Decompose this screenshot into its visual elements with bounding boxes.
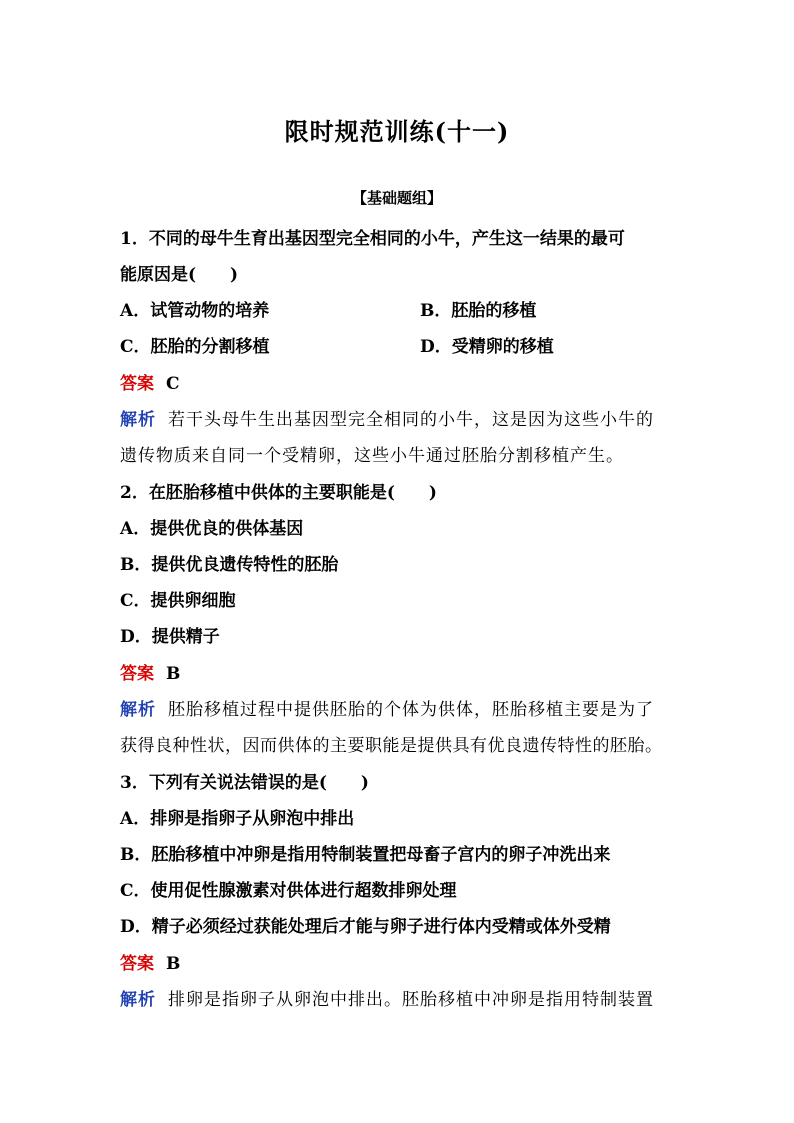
q3-option-b: B．胚胎移植中冲卵是指用特制装置把母畜子宫内的卵子冲洗出来 <box>120 845 611 865</box>
q1-option-b: B．胚胎的移植 <box>420 301 537 321</box>
q2-analysis-line1 <box>120 698 680 722</box>
q2-option-b: B．提供优良遗传特性的胚胎 <box>120 555 339 575</box>
q1-analysis-line1 <box>120 408 680 432</box>
q2-analysis-line2: 获得良种性状，因而供体的主要职能是提供具有优良遗传特性的胚胎。 <box>120 736 663 756</box>
q2-answer-value: B <box>166 664 181 684</box>
q3-stem: 3．下列有关说法错误的是( ) <box>120 773 369 793</box>
q3-option-a: A．排卵是指卵子从卵泡中排出 <box>120 809 355 829</box>
q3-option-c: C．使用促性腺激素对供体进行超数排卵处理 <box>120 881 457 901</box>
q3-analysis-text1: 排卵是指卵子从卵泡中排出。胚胎移植中冲卵是指用特制装置 <box>168 990 654 1010</box>
q2-option-a: A．提供优良的供体基因 <box>120 519 304 539</box>
q1-option-a: A．试管动物的培养 <box>120 301 270 321</box>
q2-analysis-text1: 胚胎移植过程中提供胚胎的个体为供体，胚胎移植主要是为了 <box>168 700 654 720</box>
q3-answer-value: B <box>166 954 181 974</box>
q3-option-d: D．精子必须经过获能处理后才能与卵子进行体内受精或体外受精 <box>120 917 611 937</box>
q3-analysis-label: 解析 <box>120 990 156 1010</box>
q1-option-d: D．受精卵的移植 <box>420 337 554 357</box>
q1-option-c: C．胚胎的分割移植 <box>120 337 270 357</box>
section-heading: 【基础题组】 <box>351 189 442 207</box>
q3-answer-label: 答案 <box>120 954 154 974</box>
q1-answer-row <box>120 372 680 396</box>
q3-analysis-line1 <box>120 988 680 1012</box>
q2-option-d: D．提供精子 <box>120 627 220 647</box>
page-title: 限时规范训练(十一) <box>284 117 510 146</box>
q1-analysis-line2: 遗传物质来自同一个受精卵，这些小牛通过胚胎分割移植产生。 <box>120 446 624 466</box>
q2-stem: 2．在胚胎移植中供体的主要职能是( ) <box>120 483 437 503</box>
q1-stem-line2: 能原因是( ) <box>120 265 239 285</box>
q1-stem-line1: 1．不同的母牛生育出基因型完全相同的小牛，产生这一结果的最可 <box>120 229 625 249</box>
q1-answer-value: C <box>166 374 180 394</box>
q1-analysis-text1: 若干头母牛生出基因型完全相同的小牛，这是因为这些小牛的 <box>168 410 654 430</box>
q2-answer-label: 答案 <box>120 664 154 684</box>
q2-analysis-label: 解析 <box>120 700 156 720</box>
q1-analysis-label: 解析 <box>120 410 156 430</box>
q2-option-c: C．提供卵细胞 <box>120 591 236 611</box>
q2-answer-row <box>120 662 680 686</box>
q3-answer-row <box>120 952 680 976</box>
q1-answer-label: 答案 <box>120 374 154 394</box>
